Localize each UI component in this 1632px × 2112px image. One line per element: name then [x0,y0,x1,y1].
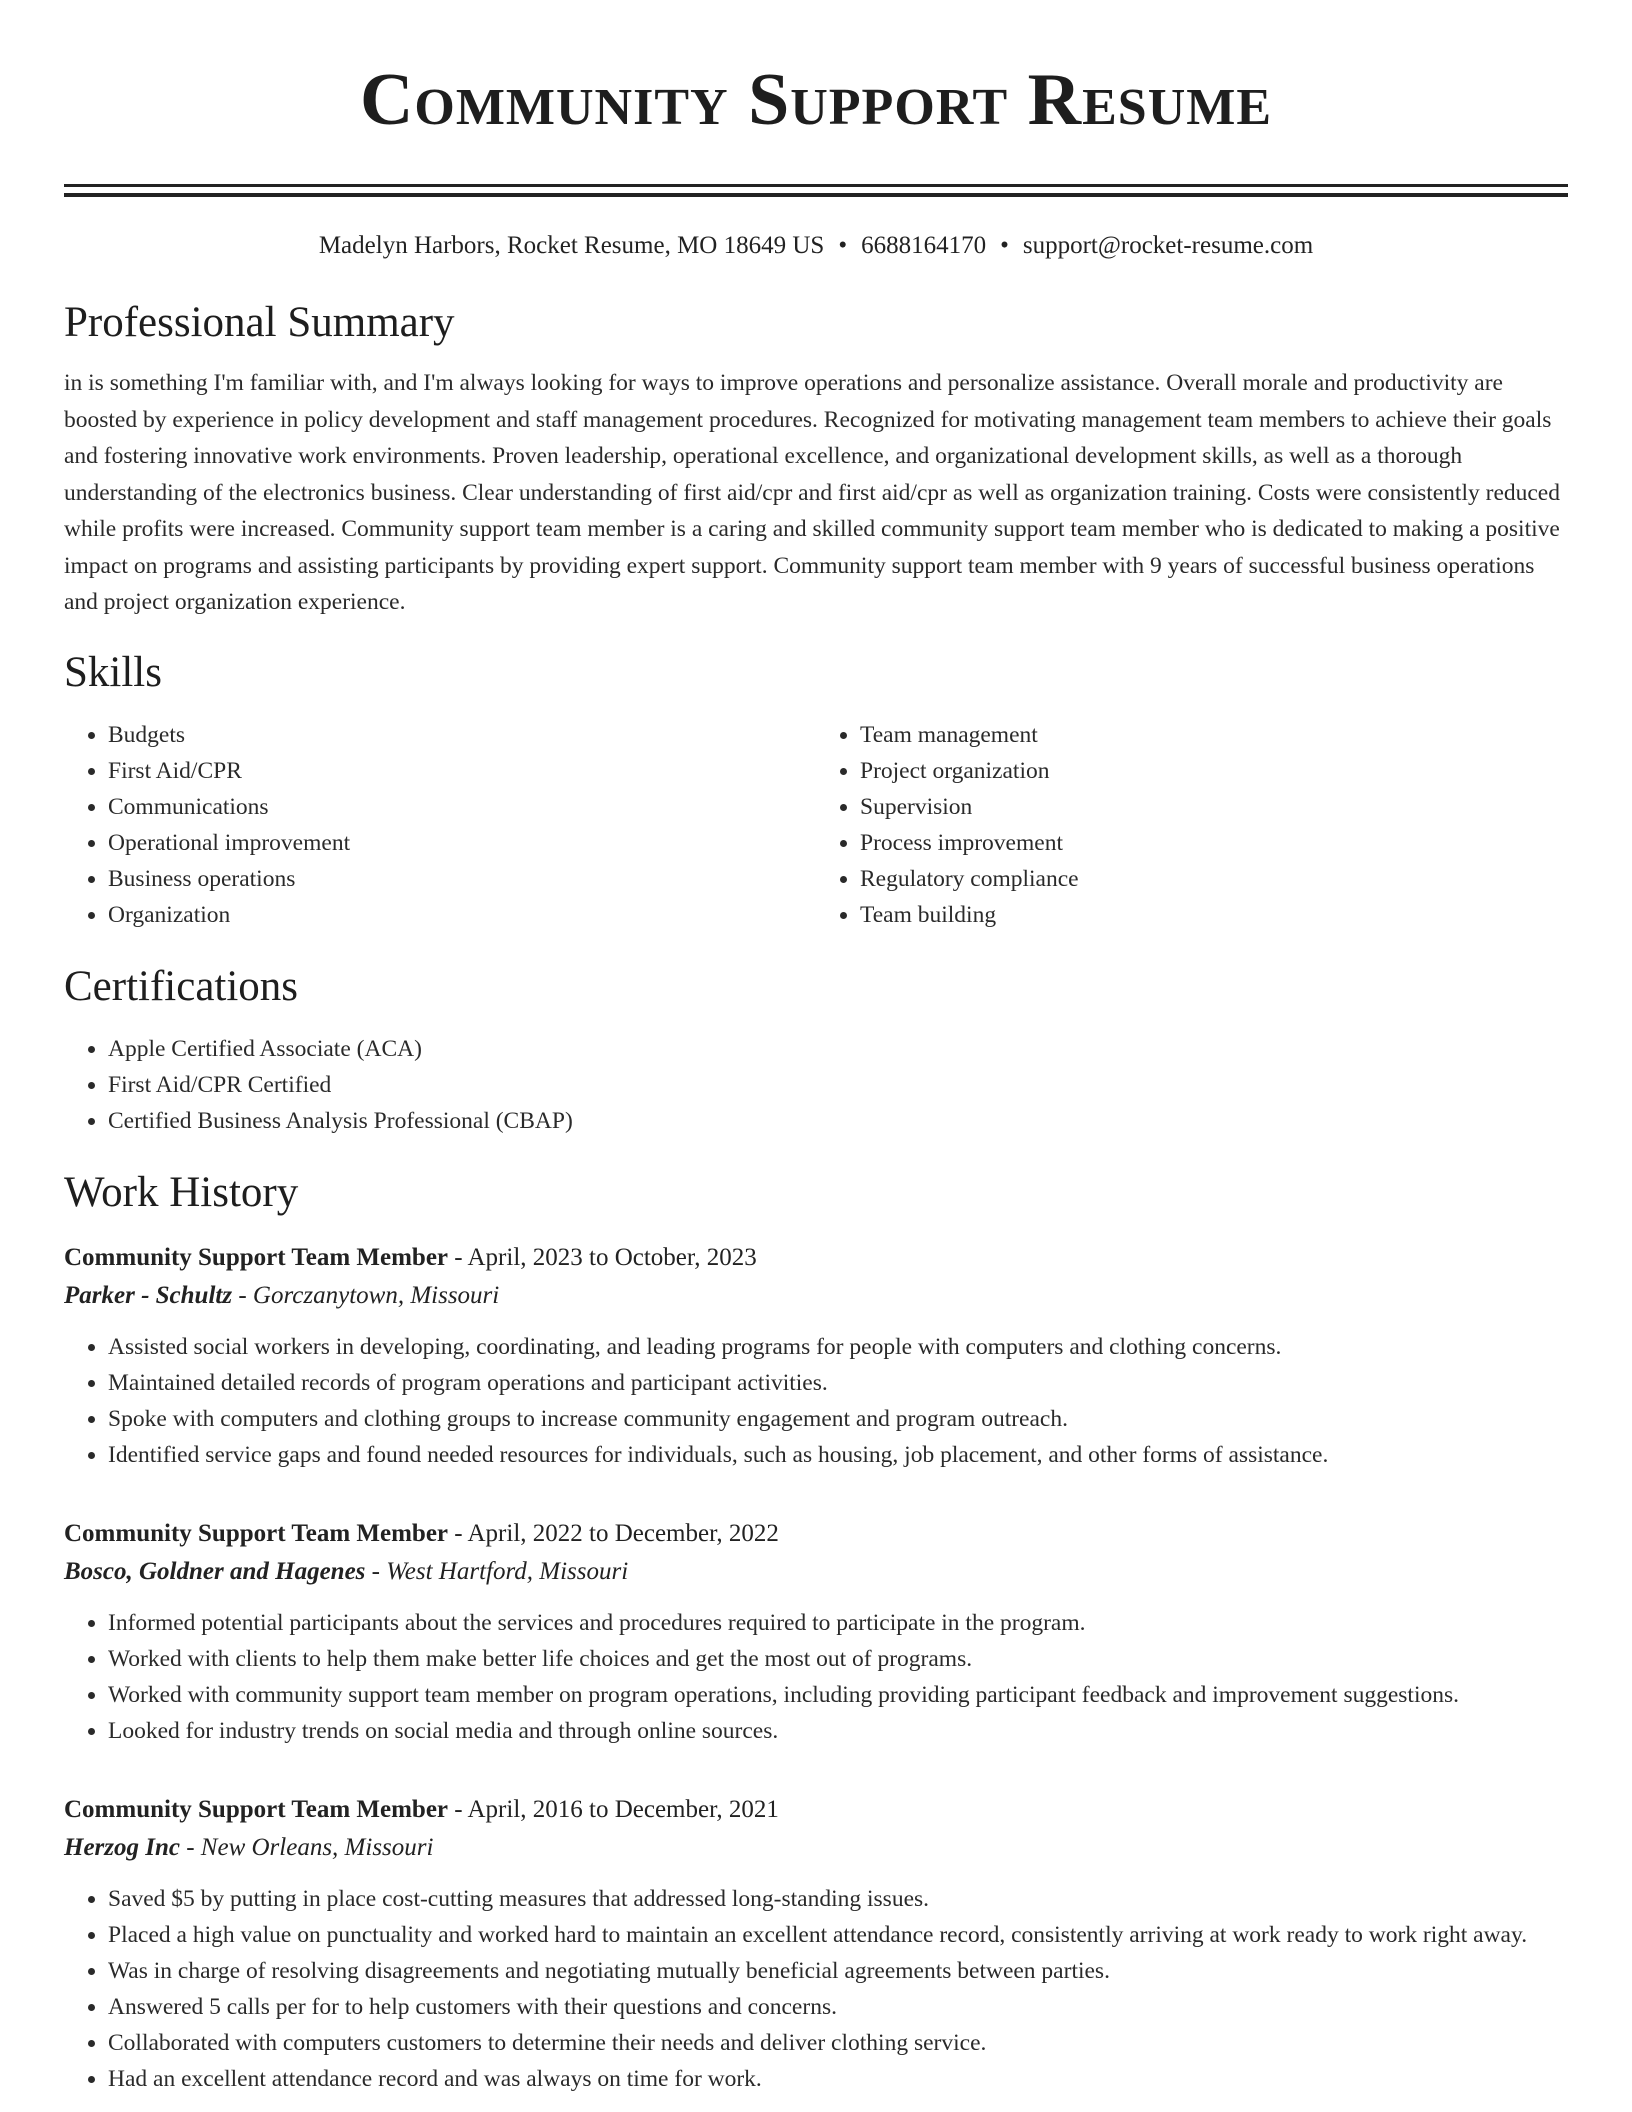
section-heading-skills: Skills [64,648,162,696]
job-bullets [64,1881,1568,2097]
job-dates: - April, 2016 to December, 2021 [448,1795,779,1823]
job-location: - West Hartford, Missouri [365,1557,629,1585]
job-title: Community Support Team Member [64,1519,449,1547]
resume-title: Community Support Resume [359,59,1273,141]
job-bullet: • Looked for industry trends on social media and through online sources. [108,1713,1568,1749]
job-bullet: • Collaborated with computers customers to determine their needs and deliver clothing service. [108,2025,1568,2061]
job-bullet: • Saved $5 by putting in place cost-cutting measures that addressed long-standing issues. [108,1881,1568,1917]
job-bullet: • Identified service gaps and found needed resources for individuals, such as housing, job placement, and other forms of assistance. [108,1437,1568,1473]
skill-item: • Organization [108,897,816,933]
job-bullets [64,1329,1568,1473]
skill-item: • Budgets [108,717,816,753]
contact-separator: • [838,232,848,259]
skills-list-right [816,717,1568,933]
skill-item: • Process improvement [860,825,1568,861]
skill-item: • Team building [860,897,1568,933]
certification-item: • First Aid/CPR Certified [108,1067,1568,1103]
job-location: - Gorczanytown, Missouri [232,1281,500,1309]
contact-address: Madelyn Harbors, Rocket Resume, MO 18649 US [318,232,825,259]
skill-item: • Regulatory compliance [860,861,1568,897]
certifications-section [64,961,1568,1139]
skill-item: • Business operations [108,861,816,897]
job-bullets [64,1605,1568,1749]
skill-item: • Communications [108,789,816,825]
contact-email: support@rocket-resume.com [1022,232,1314,259]
job-bullet: • Had an excellent attendance record and was always on time for work. [108,2061,1568,2097]
job-title-line [64,1515,1568,1553]
job-company: Parker - Schultz [64,1281,233,1309]
job-title: Community Support Team Member [64,1243,449,1271]
skill-item: • Team management [860,717,1568,753]
job-bullet: • Worked with community support team member on program operations, including providing participant feedback and improvement suggestions. [108,1677,1568,1713]
job-bullet: • Spoke with computers and clothing groups to increase community engagement and program outreach. [108,1401,1568,1437]
job-title: Community Support Team Member [64,1795,449,1823]
job-company: Bosco, Goldner and Hagenes [64,1557,366,1585]
section-heading-summary: Professional Summary [64,299,455,346]
summary-text: in is something I'm familiar with, and I'm always looking for ways to improve operations and personalize assistance. Overall morale and productivity are boosted by experience in policy development and staff management procedures. Recognized for motivating management team members to achieve their goals and fostering innovative work environments. Proven leadership, operational excellence, and organizational development skills, as well as a thorough understanding of the electronics business. Clear understanding of first aid/cpr and first aid/cpr as well as organization training. Costs were consistently reduced while profits were increased. Community support team member is a caring and skilled community support team member who is dedicated to making a positive impact on programs and assisting participants by providing expert support. Community support team member with 9 years of successful business operations and project organization experience. [64,370,1560,615]
job-location: - New Orleans, Missouri [179,1833,434,1861]
certifications-list [64,1031,1568,1139]
job-bullet: • Answered 5 calls per for to help customers with their questions and concerns. [108,1989,1568,2025]
title-divider [64,184,1568,197]
skills-list-left [64,717,816,933]
job-bullet: • Worked with clients to help them make better life choices and get the most out of programs. [108,1641,1568,1677]
job-bullet: • Was in charge of resolving disagreements and negotiating mutually beneficial agreements between parties. [108,1953,1568,1989]
section-heading-work-history: Work History [64,1168,299,1216]
professional-summary-section [64,297,1568,621]
job-title-line [64,1239,1568,1277]
skill-item: • Operational improvement [108,825,816,861]
contact-line [64,231,1568,261]
job-bullet: • Informed potential participants about the services and procedures required to participate in the program. [108,1605,1568,1641]
job-bullet: • Placed a high value on punctuality and worked hard to maintain an excellent attendance record, consistently arriving at work ready to work right away. [108,1917,1568,1953]
job-bullet: • Maintained detailed records of program operations and participant activities. [108,1365,1568,1401]
job-entry [64,1515,1568,1749]
job-dates: - April, 2023 to October, 2023 [448,1243,757,1271]
contact-separator: • [1000,232,1009,259]
work-history-section [64,1167,1568,2097]
contact-phone: 6688164170 [861,232,987,259]
section-heading-certifications: Certifications [64,962,299,1010]
job-company-line [64,1277,1568,1315]
skill-item: • First Aid/CPR [108,753,816,789]
job-entry [64,1791,1568,2097]
job-dates: - April, 2022 to December, 2022 [448,1519,779,1547]
job-company-line [64,1553,1568,1591]
certification-item: • Apple Certified Associate (ACA) [108,1031,1568,1067]
certification-item: • Certified Business Analysis Professional (CBAP) [108,1103,1568,1139]
job-title-line [64,1791,1568,1829]
job-company-line [64,1829,1568,1867]
job-company: Herzog Inc [64,1833,180,1861]
job-entry [64,1239,1568,1473]
job-bullet: • Assisted social workers in developing, coordinating, and leading programs for people with computers and clothing concerns. [108,1329,1568,1365]
skills-columns [64,717,1568,933]
skill-item: • Supervision [860,789,1568,825]
skills-section [64,647,1568,933]
skill-item: • Project organization [860,753,1568,789]
